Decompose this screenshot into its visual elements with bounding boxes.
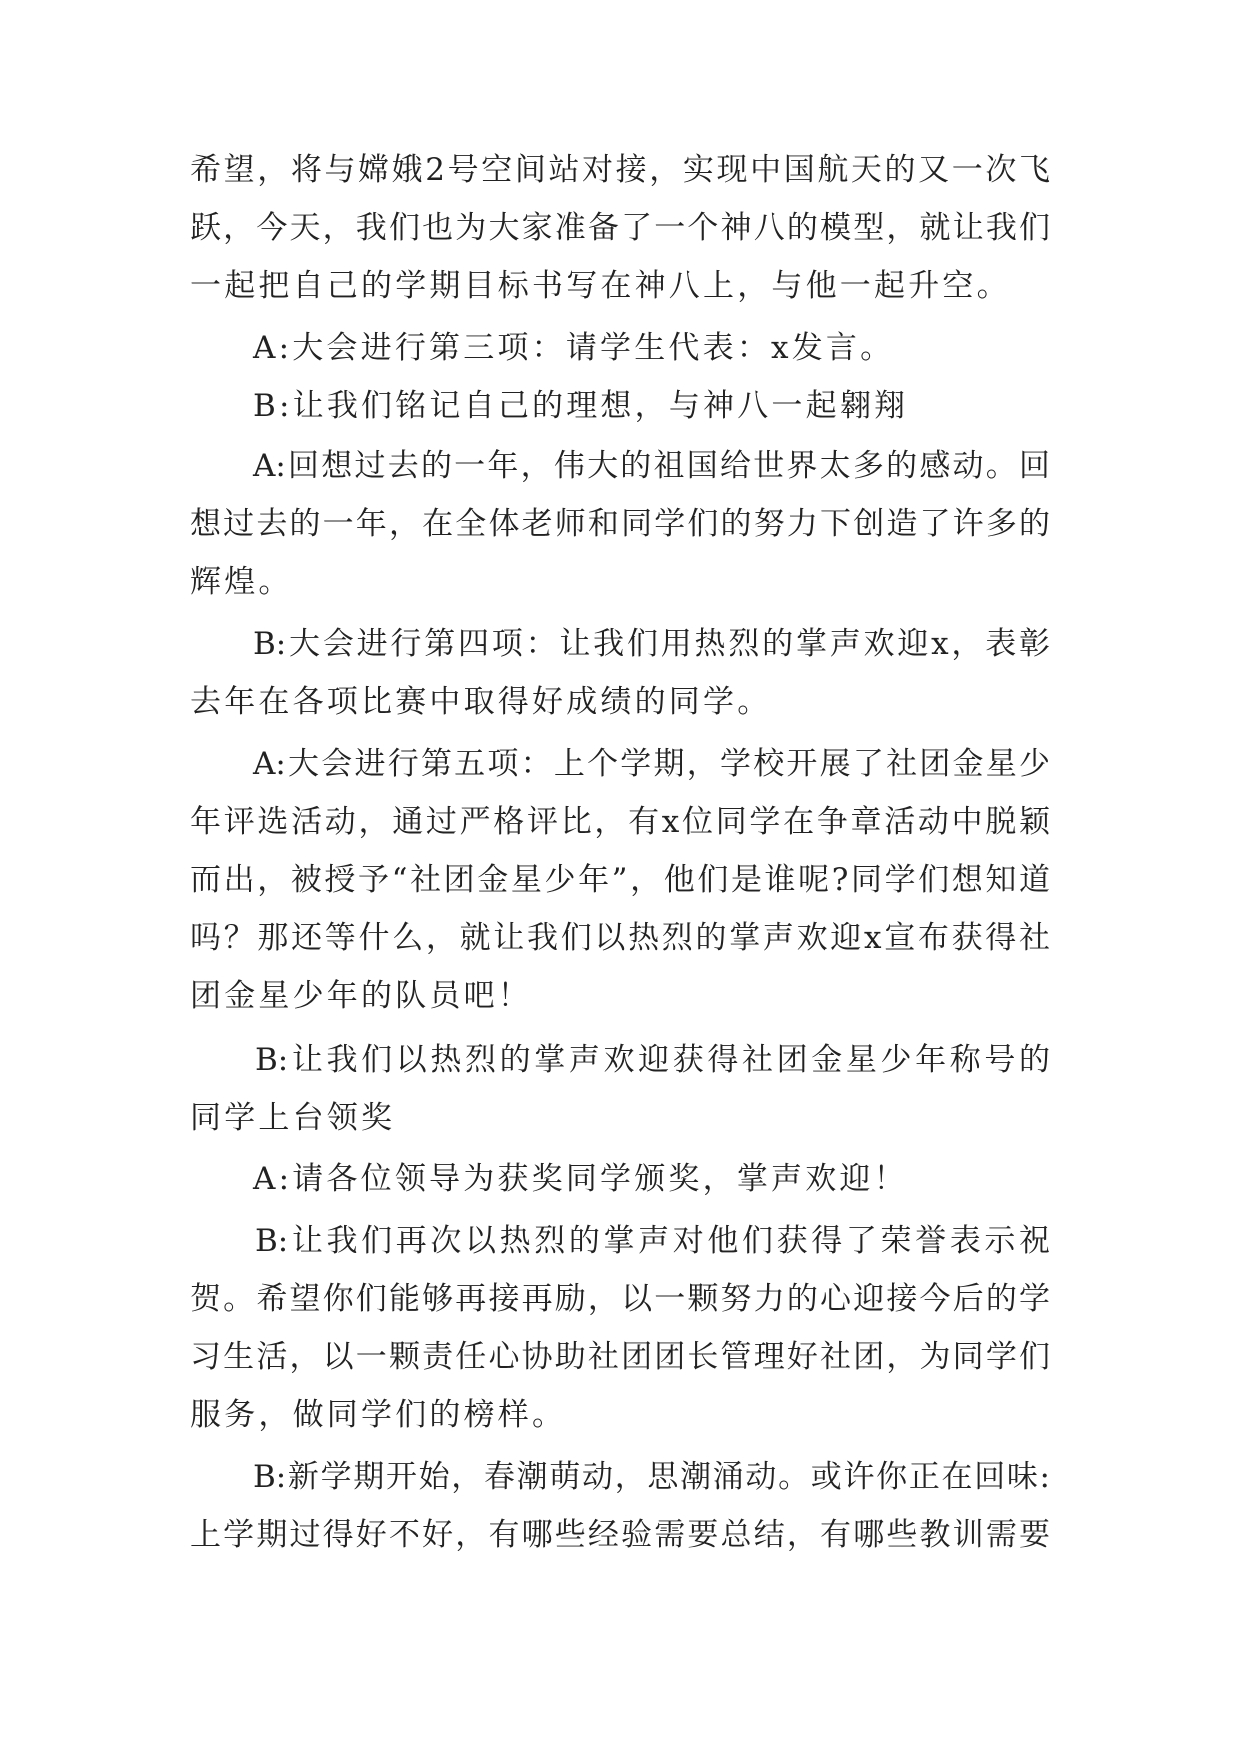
text-line: B:让我们再次以热烈的掌声对他们获得了荣誉表示祝 [255, 1223, 1050, 1259]
text-line: 习生活，以一颗责任心协助社团团长管理好社团，为同学们 [190, 1339, 1050, 1375]
text-line: 贺。希望你们能够再接再励，以一颗努力的心迎接今后的学 [190, 1281, 1050, 1317]
text-line: 一起把自己的学期目标书写在神八上，与他一起升空。 [190, 268, 1011, 304]
text-line: 吗？那还等什么，就让我们以热烈的掌声欢迎x宣布获得社 [190, 920, 1050, 956]
text-line: A:大会进行第五项：上个学期，学校开展了社团金星少 [253, 746, 1050, 782]
text-line: B:新学期开始，春潮萌动，思潮涌动。或许你正在回味: [253, 1459, 1050, 1495]
text-line: 服务，做同学们的榜样。 [190, 1397, 567, 1433]
text-line: 而出，被授予“社团金星少年”，他们是谁呢?同学们想知道 [190, 862, 1050, 898]
text-line: 辉煌。 [190, 564, 293, 600]
text-line: 去年在各项比赛中取得好成绩的同学。 [190, 684, 772, 720]
text-line: 年评选活动，通过严格评比，有x位同学在争章活动中脱颖 [190, 804, 1050, 840]
text-line: 想过去的一年，在全体老师和同学们的努力下创造了许多的 [190, 506, 1050, 542]
text-line: B:让我们以热烈的掌声欢迎获得社团金星少年称号的 [255, 1042, 1050, 1078]
text-line: 跃，今天，我们也为大家准备了一个神八的模型，就让我们 [190, 210, 1050, 246]
text-line: 希望，将与嫦娥2号空间站对接，实现中国航天的又一次飞 [190, 152, 1050, 188]
text-line: 上学期过得好不好，有哪些经验需要总结，有哪些教训需要 [190, 1517, 1050, 1553]
text-line: A:请各位领导为获奖同学颁奖，掌声欢迎！ [253, 1161, 908, 1197]
text-line: A:回想过去的一年，伟大的祖国给世界太多的感动。回 [253, 448, 1050, 484]
text-line: 团金星少年的队员吧！ [190, 978, 532, 1014]
text-line: 同学上台领奖 [190, 1100, 396, 1136]
text-line: B:让我们铭记自己的理想，与神八一起翱翔 [253, 388, 909, 424]
text-line: A:大会进行第三项：请学生代表：x发言。 [253, 330, 895, 366]
text-line: B:大会进行第四项：让我们用热烈的掌声欢迎x，表彰 [253, 626, 1050, 662]
